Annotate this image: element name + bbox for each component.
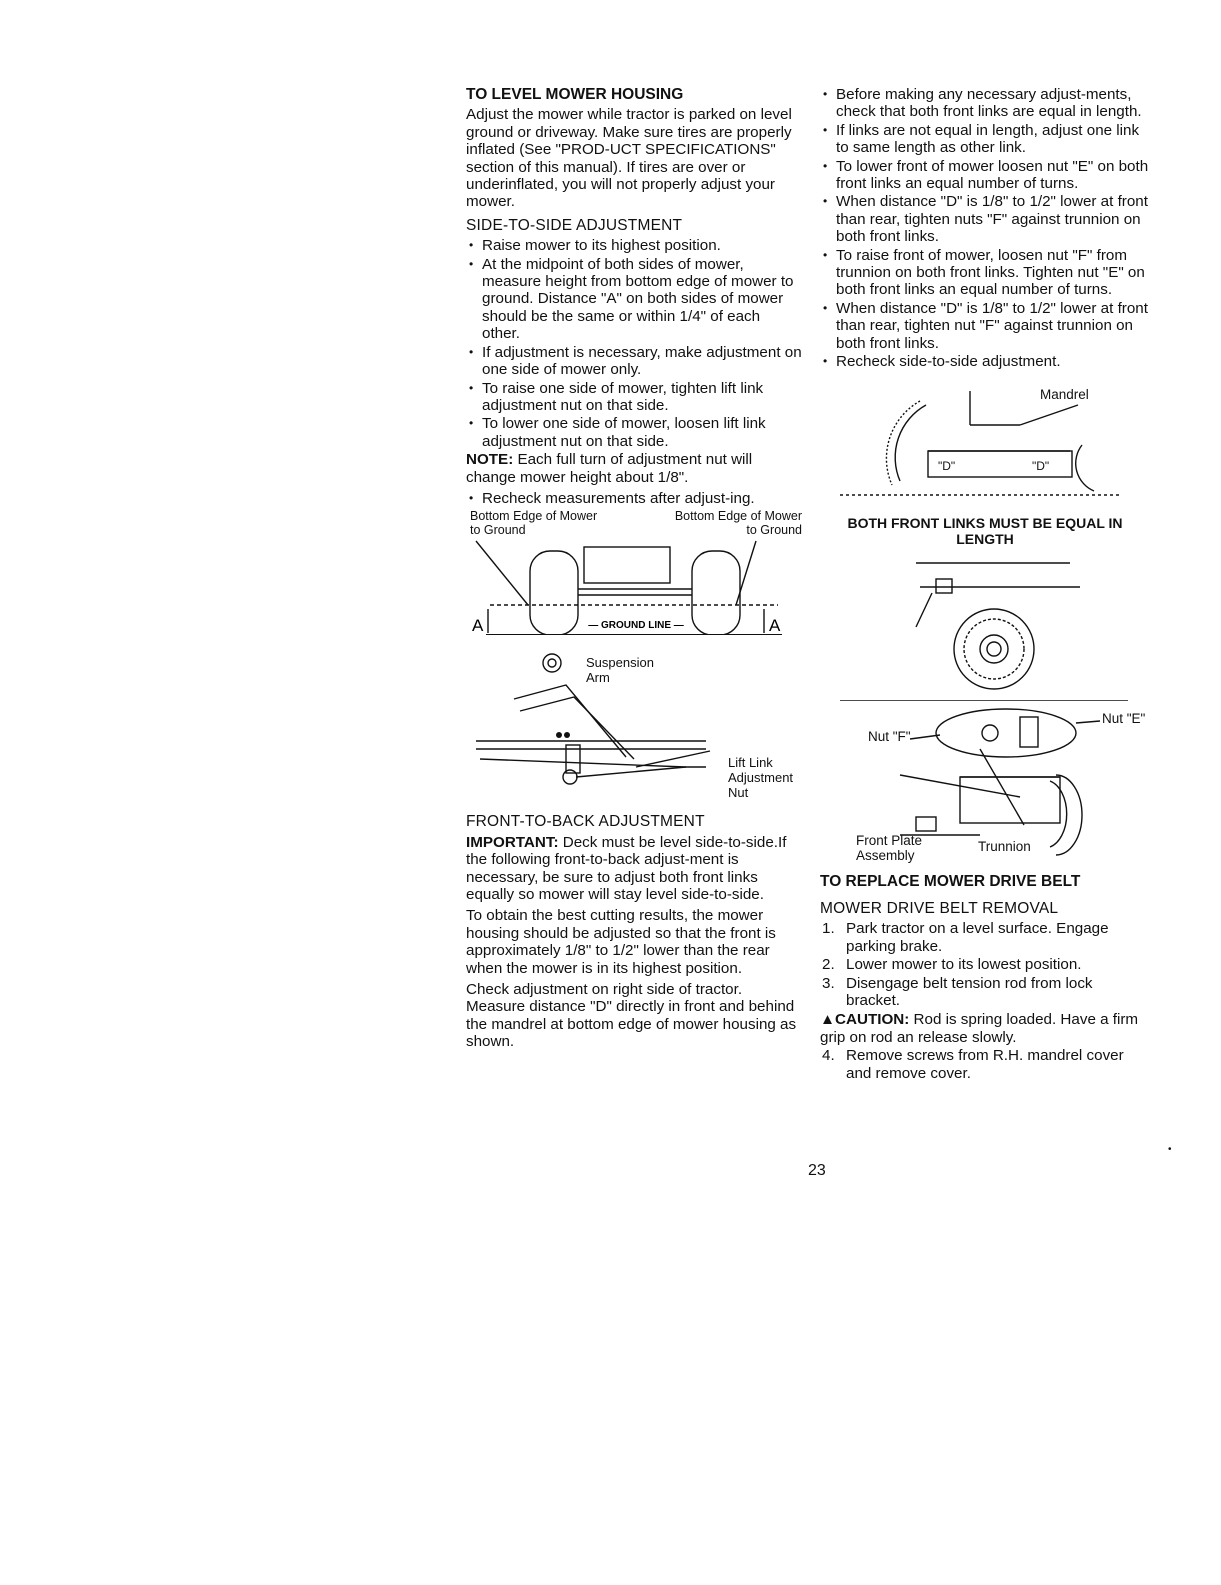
important-text: Deck must be level side-to-side.If the following front-to-back adjust-ment is necessary, be sure to adjust both front links equally so mower will stay level side-to-side. <box>466 833 787 903</box>
front-wheel-diagram <box>820 549 1150 701</box>
intro-paragraph: Adjust the mower while tractor is parked on level ground or driveway. Make sure tires are properly inflated (See "PROD-UCT SPECIFICATIONS" section of this manual). If tires are over or underinflated, you will not properly adjust your mower. <box>466 106 792 211</box>
list-item: • When distance "D" is 1/8" to 1/2" lower at front than rear, tighten nut "F" against trunnion on both front links. <box>820 300 1150 352</box>
list-item: • To raise one side of mower, tighten lift link adjustment nut on that side. <box>466 380 802 415</box>
distance-d-diagram <box>820 385 1150 507</box>
list-item <box>820 975 1150 1010</box>
lift-link-label: Lift Link Adjustment Nut <box>728 755 794 801</box>
list-item: • To lower front of mower loosen nut "E" on both front links an equal number of turns. <box>820 158 1150 193</box>
caution-label: CAUTION: <box>835 1011 910 1029</box>
right-column <box>820 86 1150 1083</box>
bottom-edge-label-left: Bottom Edge of Mower to Ground <box>470 509 598 538</box>
ground-line-label: — GROUND LINE — <box>588 620 684 632</box>
lift-link-figure <box>466 649 802 809</box>
list-item: • To raise front of mower, loosen nut "F" from trunnion on both front links. Tighten nut "E" on both front links an equal number of turns. <box>820 247 1150 299</box>
a-left-label: A <box>472 616 484 636</box>
step-text: Remove screws from R.H. mandrel cover and remove cover. <box>846 1047 1124 1082</box>
step-number: 4. <box>822 1047 835 1065</box>
step-text: Park tractor on a level surface. Engage parking brake. <box>846 920 1109 955</box>
side-to-side-list <box>466 237 802 450</box>
nut-e-label: Nut "E" <box>1102 710 1146 726</box>
distance-d-figure <box>820 385 1150 507</box>
step-number: 2. <box>822 956 835 974</box>
caution-paragraph <box>820 1011 1150 1046</box>
step-text: Disengage belt tension rod from lock bracket. <box>846 974 1093 1009</box>
front-links-caption: BOTH FRONT LINKS MUST BE EQUAL IN LENGTH <box>847 514 1123 547</box>
d-left-label: "D" <box>938 458 956 473</box>
step-number: 3. <box>822 974 835 992</box>
trunnion-label: Trunnion <box>978 838 1031 854</box>
nut-f-label: Nut "F" <box>868 728 911 744</box>
mandrel-label: Mandrel <box>1040 386 1089 402</box>
warning-icon: ▲ <box>820 1011 836 1029</box>
list-item: • Raise mower to its highest position. <box>466 237 802 254</box>
list-item <box>820 1047 1150 1082</box>
list-item: • Recheck side-to-side adjustment. <box>820 353 1150 370</box>
distance-a-diagram <box>466 509 802 635</box>
best-results-paragraph: To obtain the best cutting results, the mower housing should be adjusted so that the front is approximately 1/8" to 1/2" lower than the rear when the mower is in its highest position. <box>466 907 776 977</box>
belt-removal-heading: MOWER DRIVE BELT REMOVAL <box>820 899 1059 917</box>
list-item <box>820 920 1150 955</box>
list-item <box>820 956 1150 973</box>
suspension-arm-label: Suspension Arm <box>586 655 654 686</box>
level-mower-heading: TO LEVEL MOWER HOUSING <box>466 86 684 103</box>
recheck-list <box>466 490 802 507</box>
note-label: NOTE: <box>466 451 514 469</box>
important-paragraph <box>466 834 802 904</box>
list-item: • When distance "D" is 1/8" to 1/2" lower at front than rear, tighten nuts "F" against trunnion on both front links. <box>820 193 1150 245</box>
left-column <box>466 86 802 1055</box>
belt-removal-steps <box>820 920 1150 1009</box>
side-to-side-heading: SIDE-TO-SIDE ADJUSTMENT <box>466 216 683 234</box>
stray-mark: • <box>1168 1144 1172 1155</box>
replace-belt-heading: TO REPLACE MOWER DRIVE BELT <box>820 872 1081 890</box>
list-item: • Recheck measurements after adjust-ing. <box>466 490 802 507</box>
step-number: 1. <box>822 920 835 938</box>
front-wheel-figure <box>820 549 1150 701</box>
front-to-back-list <box>820 86 1150 371</box>
belt-removal-steps-continued <box>820 1047 1150 1082</box>
list-item: • If adjustment is necessary, make adjustment on one side of mower only. <box>466 344 802 379</box>
list-item: • At the midpoint of both sides of mower, measure height from bottom edge of mower to ground. Distance "A" on both sides of mower should be the same or within 1/4" of each other. <box>466 256 802 343</box>
check-adjustment-paragraph: Check adjustment on right side of tractor. Measure distance "D" directly in front and behind the mandrel at bottom edge of mower housing as shown. <box>466 981 797 1051</box>
list-item: • Before making any necessary adjust-ments, check that both front links are equal in length. <box>820 86 1150 121</box>
note-paragraph <box>466 451 802 486</box>
front-to-back-heading: FRONT-TO-BACK ADJUSTMENT <box>466 813 705 831</box>
a-right-label: A <box>769 616 781 636</box>
page-number: 23 <box>808 1162 826 1179</box>
list-item: • If links are not equal in length, adjust one link to same length as other link. <box>820 122 1150 157</box>
front-plate-label: Front Plate Assembly <box>856 832 923 863</box>
caution-text: Rod is spring loaded. Have a firm grip on rod an release slowly. <box>820 1011 1139 1046</box>
note-text: Each full turn of adjustment nut will change mower height about 1/8". <box>466 451 753 486</box>
distance-a-figure <box>466 509 802 635</box>
important-label: IMPORTANT: <box>466 833 559 851</box>
bottom-edge-label-right: Bottom Edge of Mower to Ground <box>674 509 802 538</box>
nut-trunnion-figure <box>820 705 1150 871</box>
step-text: Lower mower to its lowest position. <box>846 956 1082 974</box>
d-right-label: "D" <box>1032 458 1050 473</box>
list-item: • To lower one side of mower, loosen lift link adjustment nut on that side. <box>466 415 802 450</box>
